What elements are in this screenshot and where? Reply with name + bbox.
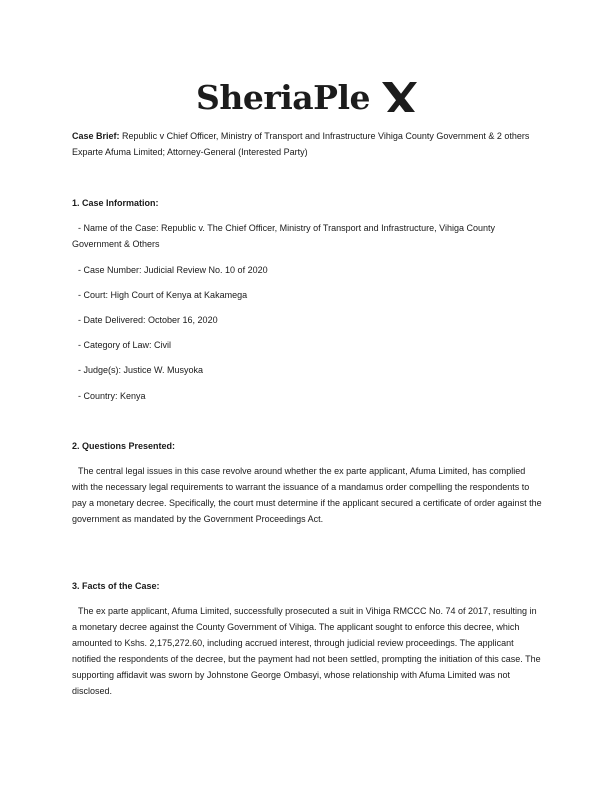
info-item-category: - Category of Law: Civil xyxy=(78,340,172,350)
info-item-case-name: - Name of the Case: Republic v. The Chief Officer, Ministry of Transport and Infrastructure, Vihiga County Government & Others xyxy=(72,223,496,249)
logo-x-mark-icon xyxy=(380,80,418,114)
case-brief-label: Case Brief: xyxy=(72,131,120,141)
logo-wordmark: SheriaPle xyxy=(196,78,370,117)
sheriaplex-logo xyxy=(196,76,420,122)
info-item-judges: - Judge(s): Justice W. Musyoka xyxy=(78,365,204,375)
info-item-date-delivered: - Date Delivered: October 16, 2020 xyxy=(78,315,218,325)
info-item-court: - Court: High Court of Kenya at Kakamega xyxy=(78,290,248,300)
info-item-country: - Country: Kenya xyxy=(78,391,146,401)
section-heading-case-information: 1. Case Information: xyxy=(72,198,159,208)
facts-text: The ex parte applicant, Afuma Limited, successfully prosecuted a suit in Vihiga RMCCC No. 74 of 2017, resulting in a monetary decree against the County Government of Vihiga. The applicant sought to enforce this decree, which amounted to Kshs. 2,175,272.60, including accrued interest, through judicial review proceedings. The applicant notified the respondents of the decree, but the payment had not been settled, prompting the initiation of this case. The supporting affidavit was sworn by Johnstone George Ombasyi, whose relationship with Afuma Limited was not disclosed. xyxy=(72,606,541,696)
questions-presented-text: The central legal issues in this case revolve around whether the ex parte applicant, Afuma Limited, has complied with the necessary legal requirements to warrant the issuance of a mandamus order compelling the respondents to pay a monetary decree. Specifically, the court must determine if the applicant secured a certificate of order against the government as mandated by the Government Proceedings Act. xyxy=(72,466,542,524)
info-item-case-number: - Case Number: Judicial Review No. 10 of 2020 xyxy=(78,265,268,275)
section-heading-questions-presented: 2. Questions Presented: xyxy=(72,441,176,451)
case-brief xyxy=(72,128,542,160)
case-brief-text: Republic v Chief Officer, Ministry of Transport and Infrastructure Vihiga County Government & 2 others Exparte Afuma Limited; Attorney-General (Interested Party) xyxy=(72,131,530,157)
section-heading-facts: 3. Facts of the Case: xyxy=(72,581,160,591)
